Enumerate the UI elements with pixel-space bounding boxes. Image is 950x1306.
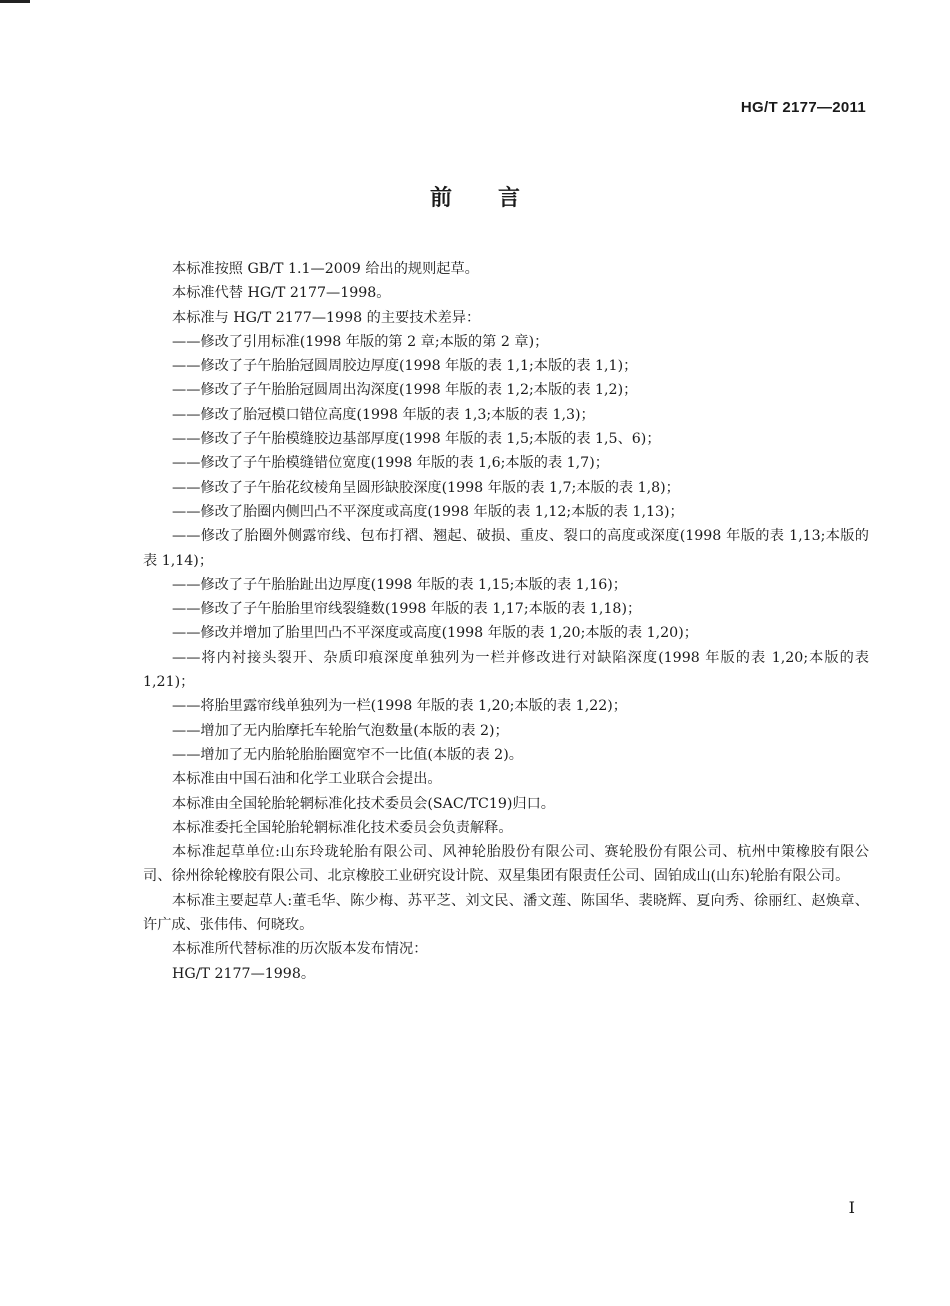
list-item: ——增加了无内胎轮胎胎圈宽窄不一比值(本版的表 2)。 [172,746,523,763]
paragraph: 本标准代替 HG/T 2177—1998。 [172,285,391,302]
list-item: ——修改了子午胎模缝胶边基部厚度(1998 年版的表 1,5;本版的表 1,5、6)； [172,431,661,448]
drafters: 本标准主要起草人:董毛华、陈少梅、苏平芝、刘文民、潘文莲、陈国华、裴晓辉、夏向秀、徐丽红、赵焕章、许广成、张伟伟、何晓玫。 [143,892,869,934]
list-item: ——修改了子午胎胎趾出边厚度(1998 年版的表 1,15;本版的表 1,16)； [172,576,627,593]
list-item: ——增加了无内胎摩托车轮胎气泡数量(本版的表 2)； [172,722,509,739]
list-item: ——修改了胎圈外侧露帘线、包布打褶、翘起、破损、重皮、裂口的高度或深度(1998 年版的表 1,13;本版的表 1,14)； [143,528,869,569]
paragraph: 本标准与 HG/T 2177—1998 的主要技术差异： [172,309,481,326]
scan-corner-mark [0,0,30,3]
list-item: ——修改了子午胎花纹棱角呈圆形缺胶深度(1998 年版的表 1,7;本版的表 1,8)； [172,479,680,496]
list-item: ——将胎里露帘线单独列为一栏(1998 年版的表 1,20;本版的表 1,22)； [172,698,627,715]
list-item: ——修改了子午胎胎冠圆周胶边厚度(1998 年版的表 1,1;本版的表 1,1)； [172,358,638,375]
paragraph: 本标准由全国轮胎轮辋标准化技术委员会(SAC/TC19)归口。 [172,795,555,812]
standard-code: HG/T 2177—2011 [740,99,866,116]
list-item: ——修改了引用标准(1998 年版的第 2 章;本版的第 2 章)； [172,333,549,350]
paragraph: 本标准所代替标准的历次版本发布情况： [172,941,428,958]
page-number: I [848,1198,855,1217]
paragraph: 本标准按照 GB/T 1.1—2009 给出的规则起草。 [172,261,479,277]
list-item: ——修改了子午胎模缝错位宽度(1998 年版的表 1,6;本版的表 1,7)； [172,455,609,472]
list-item: ——修改了子午胎胎冠圆周出沟深度(1998 年版的表 1,2;本版的表 1,2)； [172,382,638,399]
list-item: ——修改并增加了胎里凹凸不平深度或高度(1998 年版的表 1,20;本版的表 1,20)； [172,625,698,642]
drafting-units: 本标准起草单位:山东玲珑轮胎有限公司、风神轮胎股份有限公司、赛轮股份有限公司、杭州中策橡胶有限公司、徐州徐轮橡胶有限公司、北京橡胶工业研究设计院、双星集团有限责任公司、固铂成山(山东)轮胎有限公司。 [143,844,869,885]
paragraph: 本标准委托全国轮胎轮辋标准化技术委员会负责解释。 [172,819,513,836]
list-item: ——修改了胎圈内侧凹凸不平深度或高度(1998 年版的表 1,12;本版的表 1,13)； [172,503,684,520]
foreword-body [143,257,869,986]
paragraph: HG/T 2177—1998。 [172,965,316,982]
list-item: ——修改了胎冠模口错位高度(1998 年版的表 1,3;本版的表 1,3)； [172,406,595,423]
paragraph: 本标准由中国石油和化学工业联合会提出。 [172,771,442,788]
page-title: 前言 [429,186,566,211]
list-item: ——修改了子午胎胎里帘线裂缝数(1998 年版的表 1,17;本版的表 1,18)； [172,601,642,618]
list-item: ——将内衬接头裂开、杂质印痕深度单独列为一栏并修改进行对缺陷深度(1998 年版的表 1,20;本版的表 1,21)； [143,649,869,691]
